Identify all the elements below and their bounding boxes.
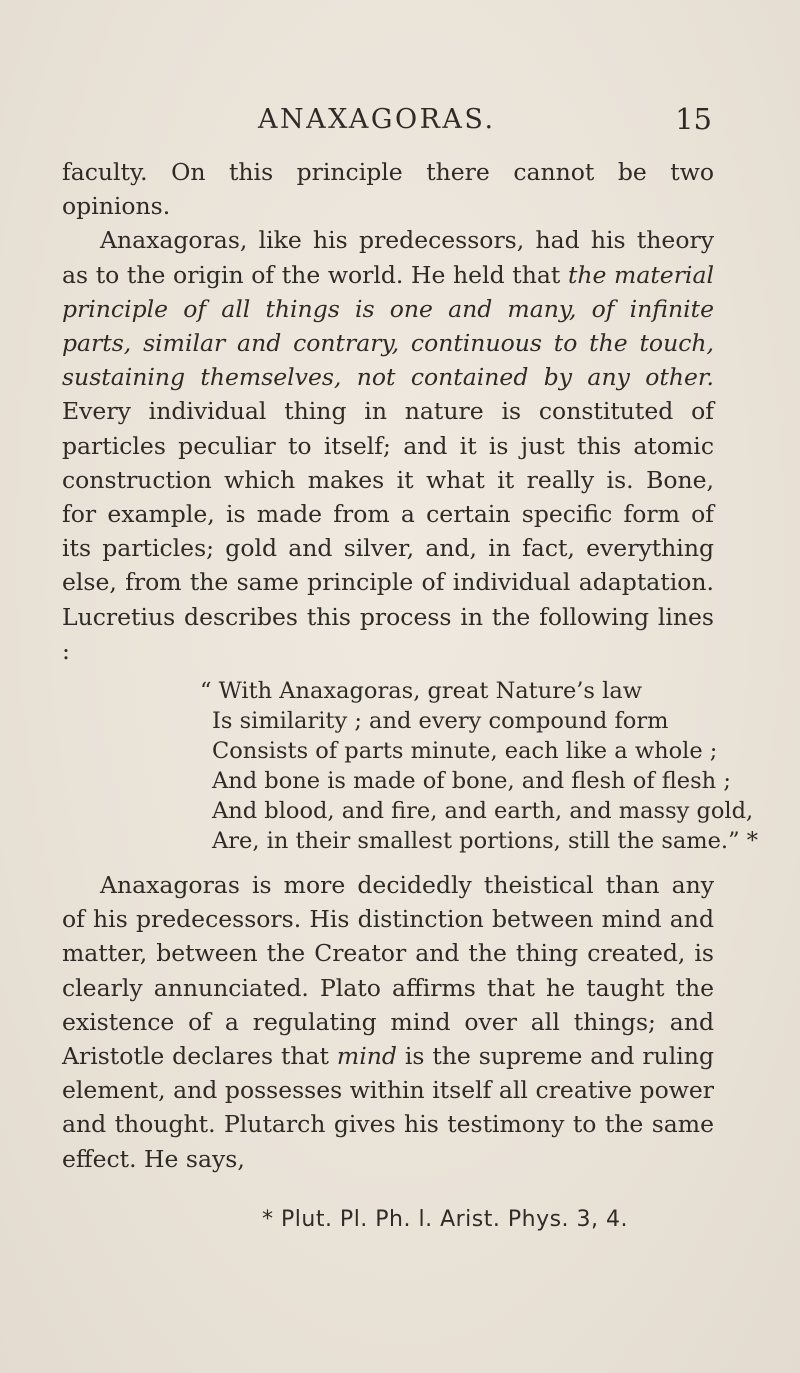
text-segment: Every individual thing in nature is constituted of particles peculiar to itself; and it is just this atomic construction which makes it what it really is. Bone, for example, is made from a certain specific form of its particles; gold and silver, and, in fact, everything else, from the same principle of individual adaptation. Lucretius describes this process in the following lines :: [62, 397, 714, 665]
italic-text-segment: the material principle of all things is one and many, of infinite parts, similar and contrary, continuous to the touch, sustaining themselves, not contained by any other.: [62, 260, 714, 392]
verse-line: Is similarity ; and every compound form: [212, 708, 669, 735]
verse-line: And blood, and fire, and earth, and massy gold,: [212, 798, 754, 825]
text-segment: is the supreme and ruling element, and possesses within itself all creative power and thought. Plutarch gives his testimony to the same effect. He says,: [62, 1042, 714, 1173]
verse-line: And bone is made of bone, and flesh of flesh ;: [212, 768, 731, 795]
body-text: [62, 155, 758, 1176]
footnote: * Plut. Pl. Ph. l. Arist. Phys. 3, 4.: [262, 1207, 629, 1232]
text-segment: Anaxagoras is more decidedly theistical than any of his predecessors. His distinction between mind and matter, between the Creator and the thing created, is clearly annunciated. Plato affirms that he taught the existence of a regulating mind over all things; and Aristotle declares that: [62, 871, 714, 1071]
text-segment: faculty. On this principle there cannot be two opinions.: [62, 158, 714, 221]
paragraph-theism: [62, 868, 714, 1176]
verse-line: “ With Anaxagoras, great Nature’s law: [200, 678, 643, 705]
paragraph-theory: [62, 223, 714, 668]
text-segment: Anaxagoras, like his predecessors, had his theory as to the origin of the world. He held that: [62, 226, 714, 289]
running-head: ANAXAGORAS.: [258, 104, 496, 135]
paragraph-continuation: [62, 155, 714, 223]
verse-line: Are, in their smallest portions, still the same.” *: [212, 828, 758, 855]
verse-quotation: [62, 676, 758, 856]
page-number: 15: [675, 102, 712, 136]
verse-line: Consists of parts minute, each like a whole ;: [212, 738, 718, 765]
page-header: [0, 104, 800, 144]
italic-text-segment: mind: [336, 1042, 397, 1071]
